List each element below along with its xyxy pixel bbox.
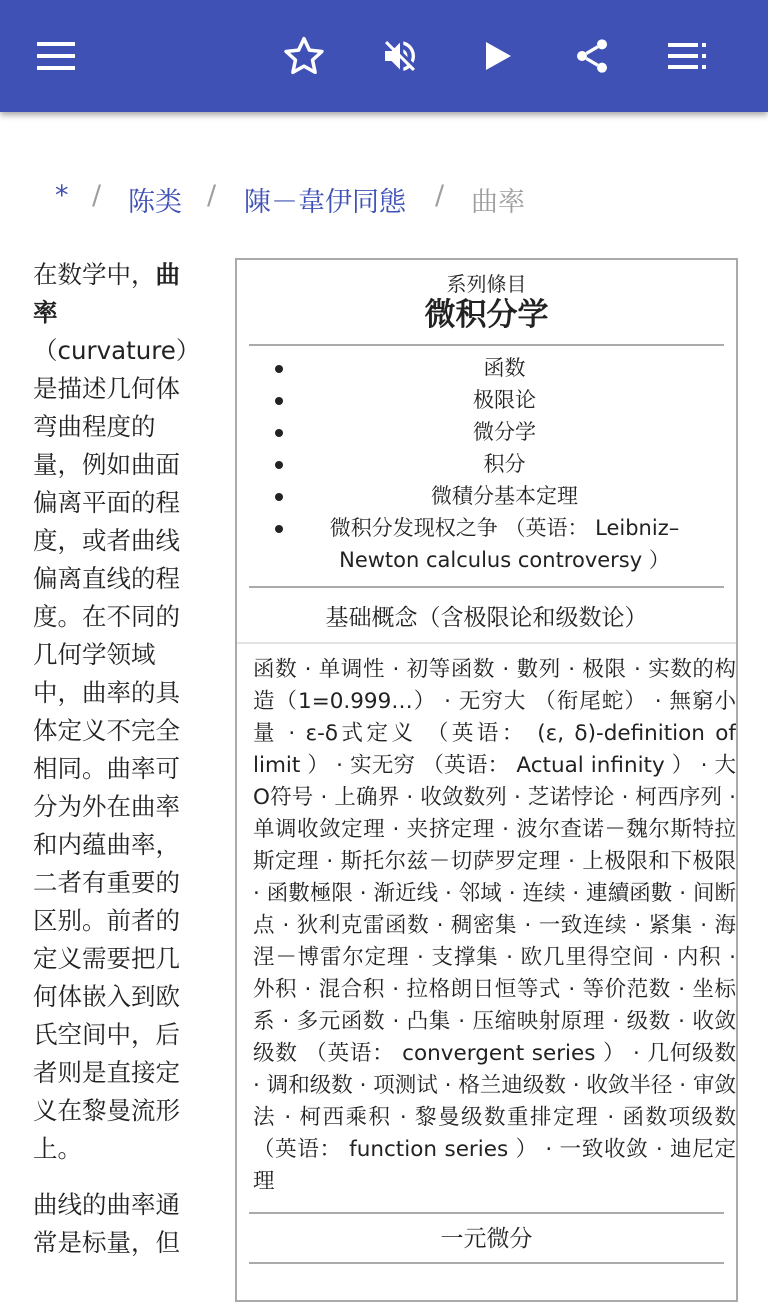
- volume-off-icon: [380, 36, 420, 76]
- breadcrumb-item-root[interactable]: *: [55, 180, 69, 211]
- section-content-basic-concepts: 函数 · 单调性 · 初等函数 · 數列 · 极限 · 实数的构造（1=0.999…） · 无穷大 （衔尾蛇） · 無窮小量 · ε-δ式定义 （英语： (ε, δ)-definition of limit ） · 实无穷 （英语： Actual infinity ） · 大O符号 · 上确界 · 收敛数列 · 芝诺悖论 · 柯西序列 · 单调收敛定理 · 夹挤定理 · 波尔查诺－魏尔斯特拉斯定理 · 斯托尔兹－切萨罗定理 · 上极限和下极限 · 函數極限 · 渐近线 · 邻域 · 连续 · 連續函數 · 间断点 · 狄利克雷函数 · 稠密集 · 一致连续 · 紧集 · 海涅－博雷尔定理 · 支撑集 · 欧几里得空间 · 内积 · 外积 · 混合积 · 拉格朗日恒等式 · 等价范数 · 坐标系 · 多元函数 · 凸集 · 压缩映射原理 · 级数 · 收敛级数 （英语： convergent series ） · 几何级数 · 调和级数 · 项测试 · 格兰迪级数 · 收敛半径 · 审敛法 · 柯西乘积 · 黎曼级数重排定理 · 函数项级数 （英语： function series ） · 一致收敛 · 迪尼定理: [237, 642, 736, 1198]
- topic-link[interactable]: 函数: [237, 352, 736, 384]
- infobox-header: [237, 272, 736, 334]
- play-icon: [483, 40, 513, 72]
- breadcrumb-separator: /: [207, 180, 217, 211]
- playlist-button[interactable]: [660, 28, 716, 84]
- article-body: [33, 256, 193, 1280]
- divider: [249, 1262, 724, 1264]
- share-icon: [572, 35, 612, 77]
- paragraph-lead: 在数学中，: [33, 260, 156, 289]
- play-button[interactable]: [470, 28, 526, 84]
- topic-link[interactable]: 微分学: [237, 416, 736, 448]
- topic-link[interactable]: 微积分发现权之争 （英语： Leibniz–Newton calculus controversy ）: [237, 512, 736, 576]
- playlist-icon: [668, 43, 708, 69]
- breadcrumb-current: 曲率: [471, 187, 525, 218]
- mute-button[interactable]: [372, 28, 428, 84]
- section-title-basic-concepts[interactable]: 基础概念（含极限论和级数论）: [325, 605, 648, 631]
- infobox-title[interactable]: 微积分学: [424, 297, 549, 333]
- hamburger-menu-icon: [37, 42, 75, 70]
- infobox-subtitle: 系列條目: [446, 272, 527, 296]
- menu-button[interactable]: [28, 28, 84, 84]
- star-outline-icon: [283, 36, 325, 76]
- breadcrumb-separator: /: [92, 180, 102, 211]
- topic-link[interactable]: 极限论: [237, 384, 736, 416]
- divider: [249, 586, 724, 588]
- app-bar: [0, 0, 768, 112]
- article-paragraph: 曲线的曲率通常是标量，但: [33, 1190, 180, 1257]
- infobox-topic-list: [237, 352, 736, 576]
- breadcrumb-item-chern-class[interactable]: 陈类: [128, 187, 182, 218]
- series-infobox: [235, 258, 738, 1302]
- breadcrumb: [0, 168, 768, 228]
- term-curvature: 曲率: [33, 260, 180, 327]
- divider: [249, 344, 724, 346]
- section-title-single-variable-differential[interactable]: 一元微分: [249, 1212, 724, 1256]
- article-paragraph: [33, 256, 193, 1168]
- topic-link[interactable]: 积分: [237, 448, 736, 480]
- breadcrumb-separator: /: [435, 180, 445, 211]
- breadcrumb-item-chern-weil[interactable]: 陳－韋伊同態: [244, 187, 406, 218]
- paragraph-text: （curvature）是描述几何体弯曲程度的量，例如曲面偏离平面的程度，或者曲线偏离直线的程度。在不同的几何学领域中，曲率的具体定义不完全相同。曲率可分为外在曲率和内蕴曲率，二者有重要的区别。前者的定义需要把几何体嵌入到欧氏空间中，后者则是直接定义在黎曼流形上。: [33, 336, 189, 1163]
- share-button[interactable]: [564, 28, 620, 84]
- topic-link[interactable]: 微積分基本定理: [237, 480, 736, 512]
- favorite-button[interactable]: [276, 28, 332, 84]
